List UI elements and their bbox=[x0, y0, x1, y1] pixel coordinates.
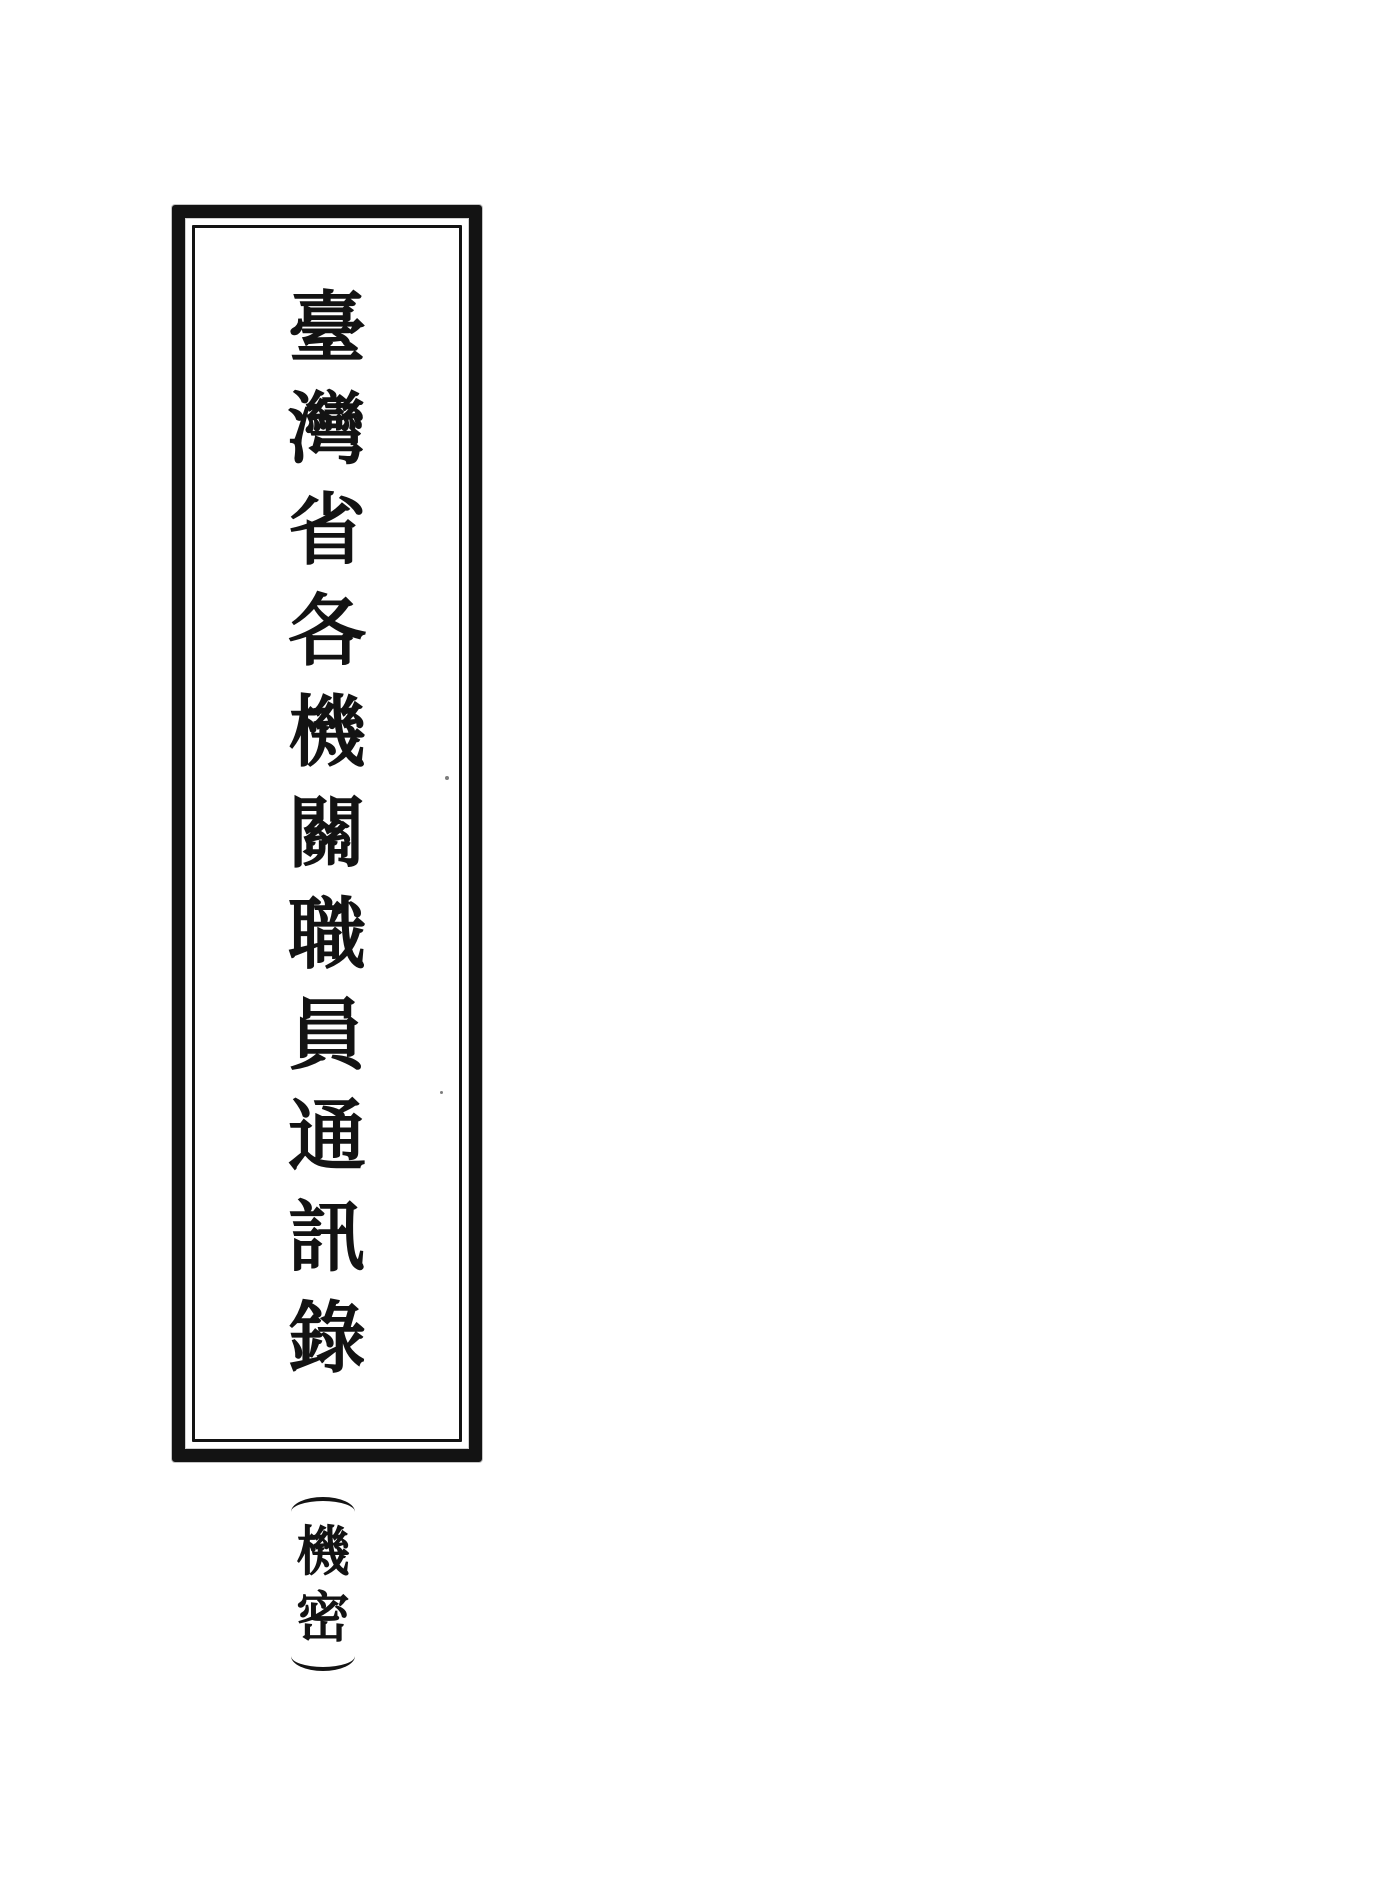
confidential-char: 機 bbox=[296, 1519, 350, 1583]
scan-speck bbox=[440, 1091, 443, 1094]
confidential-char: 密 bbox=[296, 1585, 350, 1649]
paren-open-icon bbox=[291, 1497, 355, 1512]
title-char: 灣 bbox=[287, 384, 366, 475]
title-char: 通 bbox=[287, 1091, 366, 1182]
book-title-vertical bbox=[277, 278, 377, 1439]
title-char: 省 bbox=[287, 485, 366, 576]
scan-speck bbox=[445, 776, 449, 780]
title-border-frame bbox=[172, 205, 482, 1462]
paren-close-icon bbox=[291, 1656, 355, 1671]
title-char: 錄 bbox=[287, 1293, 366, 1384]
title-border-inner-rule bbox=[192, 225, 462, 1442]
title-char: 員 bbox=[287, 990, 366, 1081]
title-char: 訊 bbox=[287, 1192, 366, 1283]
title-char: 關 bbox=[287, 788, 366, 879]
title-char: 職 bbox=[287, 889, 366, 980]
title-char: 機 bbox=[287, 687, 366, 778]
title-char: 各 bbox=[287, 586, 366, 677]
confidential-label bbox=[288, 1497, 358, 1671]
title-char: 臺 bbox=[287, 283, 366, 374]
